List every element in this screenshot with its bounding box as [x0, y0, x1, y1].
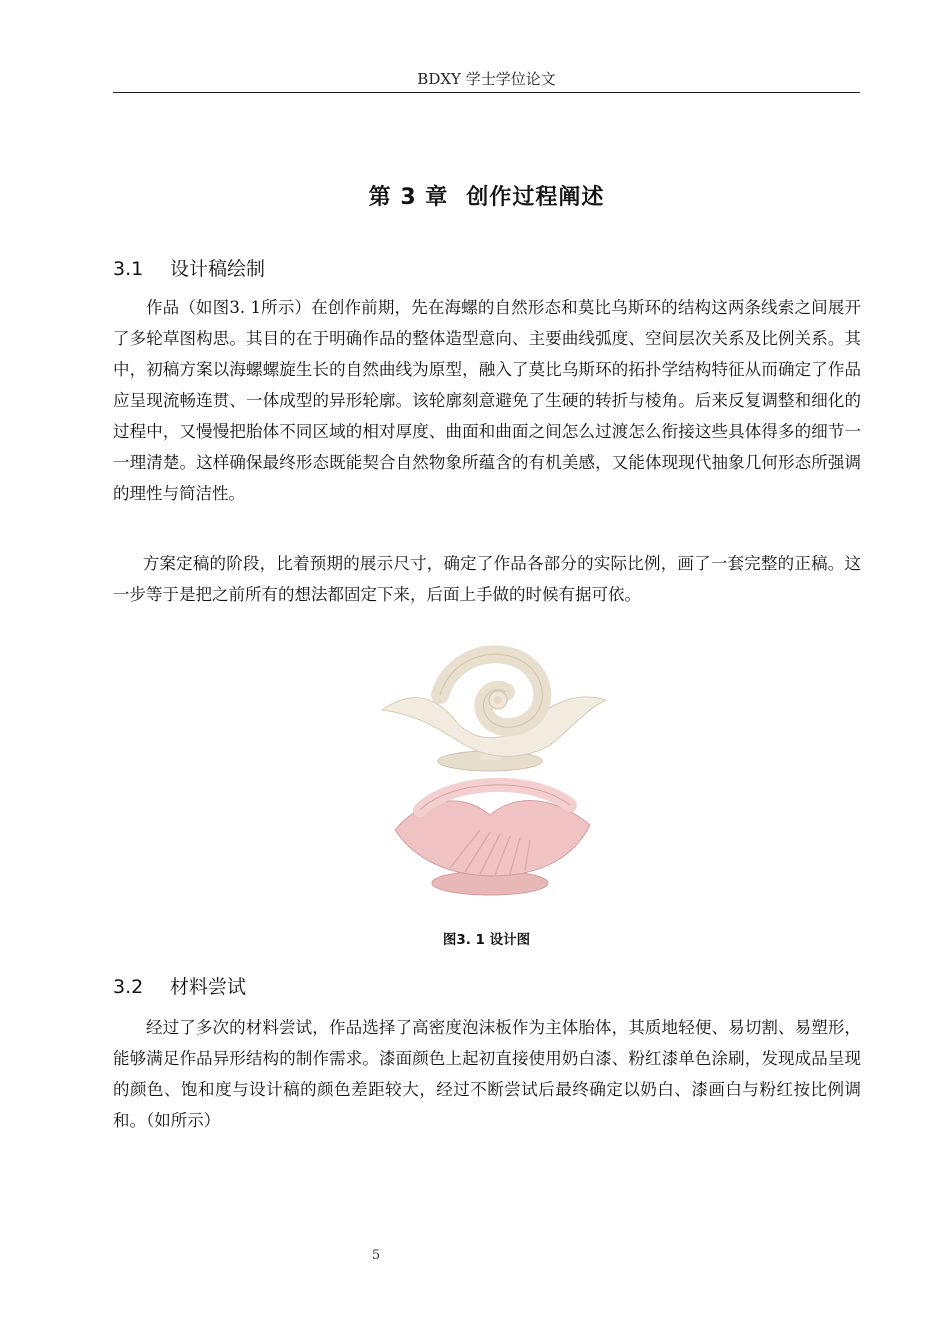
- section-heading-3-1: [113, 254, 265, 281]
- running-header: BDXY 学士学位论文: [417, 70, 556, 88]
- chapter-name: 创作过程阐述: [466, 185, 605, 210]
- body-paragraph: 方案定稿的阶段，比着预期的展示尺寸，确定了作品各部分的实际比例，画了一套完整的正稿。这一步等于是把之前所有的想法都固定下来，后面上手做的时候有据可依。: [113, 554, 861, 604]
- section-number: 3.2: [113, 976, 144, 998]
- section-heading-3-2: [113, 972, 246, 999]
- body-paragraph: 作品（如图3. 1所示）在创作前期，先在海螺的自然形态和莫比乌斯环的结构这两条线索之间展开了多轮草图构思。其目的在于明确作品的整体造型意向、主要曲线弧度、空间层次关系及比例关系。其中，初稿方案以海螺螺旋生长的自然曲线为原型，融入了莫比乌斯环的拓扑学结构特征从而确定了作品应呈现流畅连贯、一体成型的异形轮廓。该轮廓刻意避免了生硬的转折与棱角。后来反复调整和细化的过程中，又慢慢把胎体不同区域的相对厚度、曲面和曲面之间怎么过渡怎么衔接这些具体得多的细节一一理清楚。这样确保最终形态既能契合自然物象所蕴含的有机美感，又能体现现代抽象几何形态所强调的理性与简洁性。: [113, 298, 861, 503]
- chapter-title: [113, 180, 860, 211]
- header-rule: [113, 92, 860, 93]
- section-title: 设计稿绘制: [170, 258, 266, 280]
- body-paragraph: 经过了多次的材料尝试，作品选择了高密度泡沫板作为主体胎体，其质地轻便、易切割、易塑形，能够满足作品异形结构的制作需求。漆面颜色上起初直接使用奶白漆、粉红漆单色涂刷，发现成品呈现的颜色、饱和度与设计稿的颜色差距较大，经过不断尝试后最终确定以奶白、漆画白与粉红按比例调和。（如所示）: [113, 1018, 861, 1130]
- figure-caption: 图3. 1 设计图: [442, 932, 531, 948]
- page-number: 5: [371, 1248, 381, 1263]
- chapter-label: 第 3 章: [368, 185, 449, 210]
- section-number: 3.1: [113, 258, 144, 280]
- design-figure-image: [380, 640, 608, 902]
- section-title: 材料尝试: [170, 976, 247, 998]
- design-figure: [380, 640, 608, 902]
